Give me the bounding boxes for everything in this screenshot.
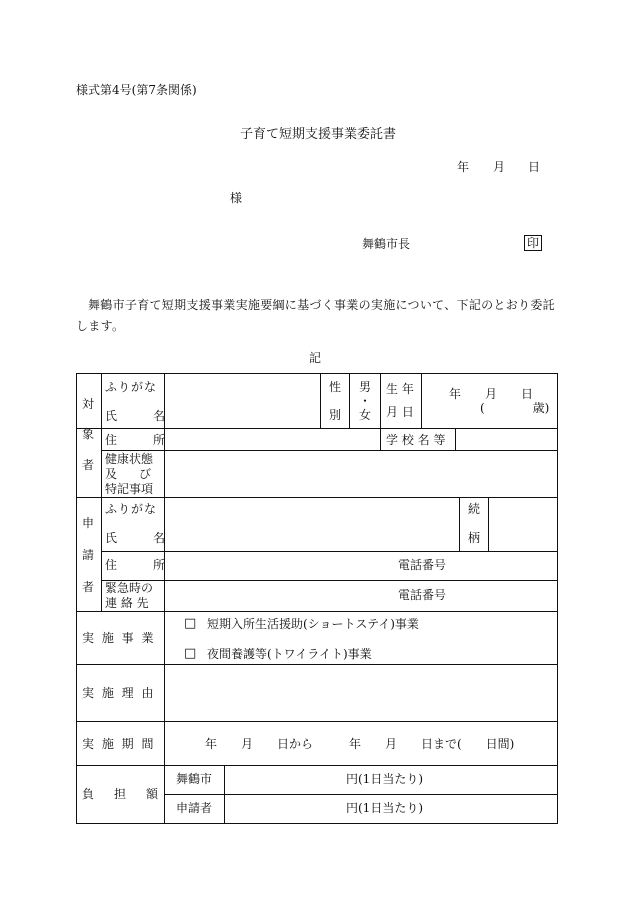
- relation-label-bottom: 柄: [468, 531, 481, 545]
- sex-male: 男: [359, 380, 372, 394]
- burden-applicant-amount[interactable]: 円(1日当たり): [346, 801, 423, 815]
- subject-name-label: 氏 名: [105, 409, 178, 423]
- date-day: 日: [528, 160, 541, 174]
- emergency-phone-label: 電話番号: [398, 588, 447, 602]
- program-option-2-checkbox[interactable]: □: [184, 646, 197, 661]
- date-year: 年: [457, 160, 470, 174]
- emergency-label-2: 連 絡 先: [105, 596, 149, 610]
- applicant-address-label: 住 所: [105, 558, 178, 572]
- school-name-label: 学 校 名 等: [386, 433, 446, 447]
- sex-label-top: 性: [329, 380, 342, 394]
- school-name-input[interactable]: [456, 429, 557, 450]
- sex-female: 女: [359, 408, 372, 422]
- burden-city-amount[interactable]: 円(1日当たり): [346, 772, 423, 786]
- applicant-label-3: 者: [82, 580, 95, 594]
- applicant-name-input[interactable]: [165, 498, 459, 551]
- birth-label-top: 生 年: [386, 382, 414, 396]
- burden-applicant-label: 申請者: [176, 801, 213, 815]
- reason-label: 実 施 理 由: [82, 686, 156, 700]
- birth-date-field[interactable]: 年 月 日: [449, 387, 534, 401]
- age-field[interactable]: ( 歳): [480, 401, 550, 415]
- applicant-label-2: 請: [82, 548, 95, 562]
- period-field[interactable]: 年 月 日から 年 月 日まで( 日間): [205, 737, 515, 751]
- form-number: 様式第4号(第7条関係): [76, 83, 197, 97]
- sex-separator: ・: [359, 394, 372, 408]
- subject-address-input[interactable]: [165, 429, 380, 450]
- date-month: 月: [493, 160, 506, 174]
- program-option-2-label: 夜間養護等(トワイライト)事業: [207, 647, 372, 661]
- program-option-1-checkbox[interactable]: □: [184, 616, 197, 631]
- ki-heading: 記: [309, 351, 322, 365]
- applicant-name-label: 氏 名: [105, 531, 178, 545]
- relation-input[interactable]: [489, 498, 557, 551]
- applicant-label-1: 申: [82, 516, 95, 530]
- health-label-2: 及 び: [105, 467, 157, 481]
- subject-address-label: 住 所: [105, 433, 178, 447]
- relation-label-top: 続: [468, 502, 481, 516]
- seal-mark: 印: [524, 235, 542, 251]
- applicant-furigana-label: ふりがな: [105, 502, 158, 516]
- health-label-3: 特記事項: [105, 482, 154, 496]
- sex-label-bottom: 別: [329, 408, 342, 422]
- document-title: 子育て短期支援事業委託書: [240, 127, 397, 142]
- burden-label: 負 担 額: [82, 787, 163, 801]
- applicant-phone-label: 電話番号: [398, 558, 447, 572]
- health-label-1: 健康状態: [105, 452, 154, 466]
- subject-furigana-label: ふりがな: [105, 380, 158, 394]
- program-option-1-label: 短期入所生活援助(ショートステイ)事業: [207, 617, 419, 631]
- burden-city-label: 舞鶴市: [176, 772, 213, 786]
- addressee-honorific: 様: [230, 191, 243, 205]
- subject-label-2: 象: [82, 427, 95, 441]
- birth-label-bottom: 月 日: [386, 405, 414, 419]
- subject-name-input[interactable]: [165, 374, 320, 428]
- emergency-contact-input[interactable]: [165, 581, 557, 611]
- subject-label-1: 対: [82, 397, 95, 411]
- period-label: 実 施 期 間: [82, 737, 156, 751]
- subject-label-3: 者: [82, 458, 95, 472]
- body-paragraph: 舞鶴市子育て短期支援事業実施要綱に基づく事業の実施について、下記のとおり委託します。: [76, 298, 555, 333]
- applicant-address-input[interactable]: [165, 552, 557, 580]
- emergency-label-1: 緊急時の: [105, 581, 154, 595]
- program-label: 実 施 事 業: [82, 631, 156, 645]
- reason-input[interactable]: [165, 665, 557, 721]
- issuer-name: 舞鶴市長: [362, 237, 411, 251]
- health-notes-input[interactable]: [165, 451, 557, 497]
